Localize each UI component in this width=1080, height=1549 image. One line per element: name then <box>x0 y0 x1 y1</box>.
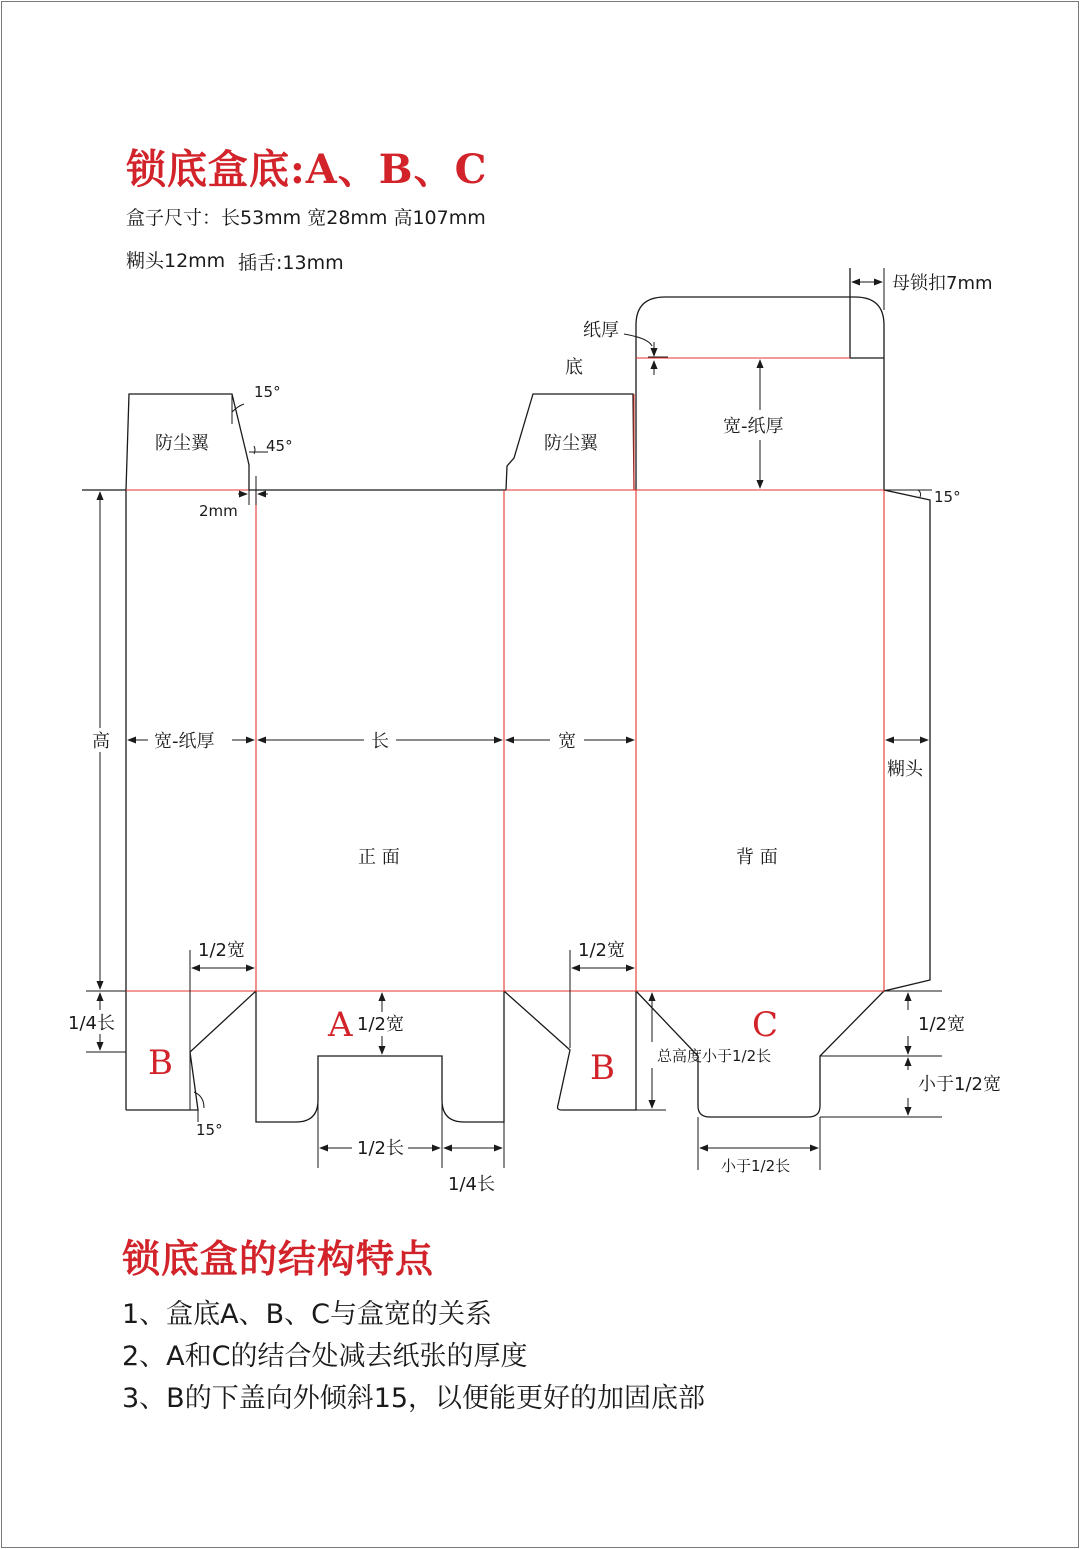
quarter-length-bottom-label: 1/4长 <box>448 1174 495 1195</box>
bottom-flap-b-left <box>126 991 256 1110</box>
front-panel-label: 正 面 <box>358 847 400 868</box>
side-width-label: 宽-纸厚 <box>154 731 215 752</box>
letter-b-left: B <box>148 1043 173 1083</box>
tongue-spec: 插舌:13mm <box>238 252 344 274</box>
dust-flap-right-label: 防尘翼 <box>544 433 598 454</box>
gap-2mm-label: 2mm <box>199 502 238 520</box>
half-width-mid-label: 1/2宽 <box>578 940 625 961</box>
fold-lines <box>126 358 884 991</box>
total-height-note: 总高度小于1/2长 <box>657 1047 772 1065</box>
half-width-a-label: 1/2宽 <box>357 1014 404 1035</box>
bottom-label: 底 <box>565 357 583 378</box>
half-width-left-label: 1/2宽 <box>198 940 245 961</box>
angle-45-label: 45° <box>266 437 293 455</box>
length-label: 长 <box>371 731 389 752</box>
less-than-half-length-label: 小于1/2长 <box>721 1157 791 1175</box>
glue-tab-spec: 糊头12mm <box>126 250 226 272</box>
letter-b-right: B <box>590 1048 615 1088</box>
angle-15-top-label: 15° <box>254 383 281 401</box>
box-size-spec: 盒子尺寸：长53mm 宽28mm 高107mm <box>126 207 486 229</box>
height-label: 高 <box>92 731 110 752</box>
cut-lines <box>82 268 930 1122</box>
back-panel-label: 背 面 <box>736 847 778 868</box>
tuck-width-label: 宽-纸厚 <box>723 416 784 437</box>
feature-item-3: 3、B的下盖向外倾斜15，以便能更好的加固底部 <box>122 1383 706 1414</box>
features-title: 锁底盒的结构特点 <box>122 1236 435 1281</box>
angle-15-right-label: 15° <box>934 488 961 506</box>
paper-thickness-label: 纸厚 <box>583 320 619 341</box>
dust-flap-left-label: 防尘翼 <box>155 433 209 454</box>
half-length-label: 1/2长 <box>357 1138 404 1159</box>
letter-a: A <box>328 1005 353 1045</box>
less-than-half-width-label: 小于1/2宽 <box>918 1074 1001 1095</box>
bottom-flap-a <box>256 991 504 1122</box>
width-label: 宽 <box>558 731 576 752</box>
feature-item-2: 2、A和C的结合处减去纸张的厚度 <box>122 1341 528 1372</box>
half-width-right-label: 1/2宽 <box>918 1014 965 1035</box>
quarter-length-left-label: 1/4长 <box>68 1013 115 1034</box>
glue-tab-label: 糊头 <box>887 759 923 780</box>
dimension-lines <box>86 268 942 1170</box>
feature-item-1: 1、盒底A、B、C与盒宽的关系 <box>122 1299 493 1330</box>
female-lock-label: 母锁扣7mm <box>892 273 993 294</box>
angle-15-bottom-label: 15° <box>196 1121 223 1139</box>
page-title: 锁底盒底:A、B、C <box>126 146 488 193</box>
letter-c: C <box>752 1005 779 1045</box>
